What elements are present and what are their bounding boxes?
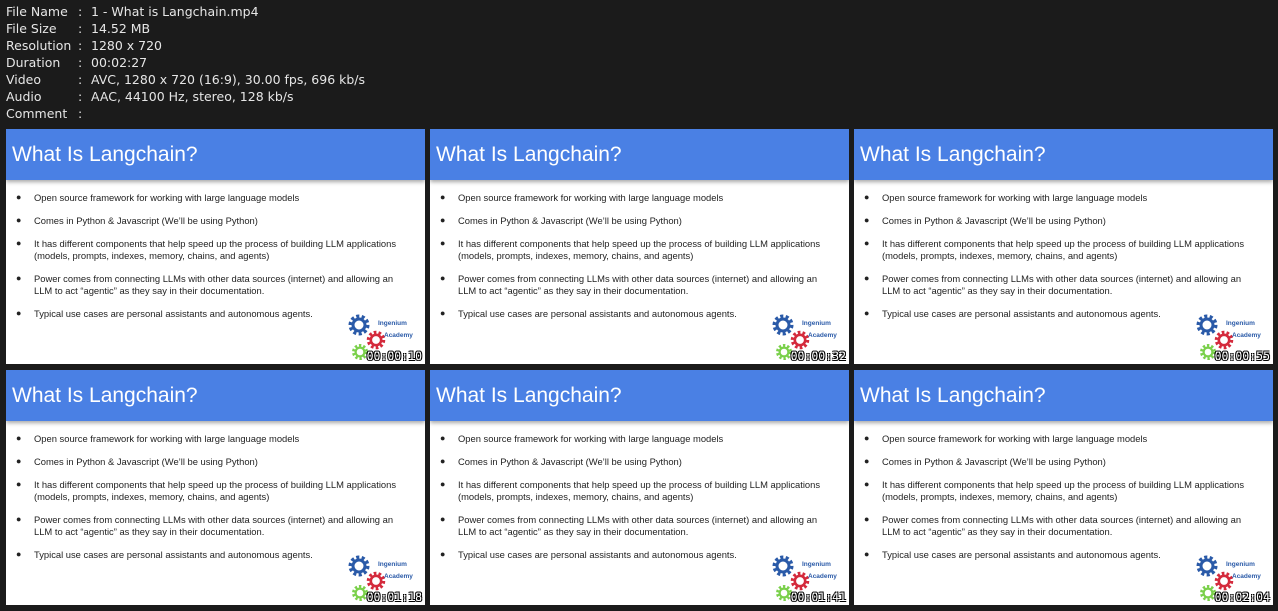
bullet-dot: ● [16, 215, 22, 226]
bullet-text-line2: LLM to act “agentic” as they say in their documentation. [882, 526, 1113, 538]
bullet-text: Typical use cases are personal assistants and autonomous agents. [882, 308, 1161, 320]
info-value: AAC, 44100 Hz, stereo, 128 kb/s [91, 89, 294, 104]
bullet-dot: ● [16, 238, 22, 249]
bullet-dot: ● [16, 308, 22, 319]
slide-bullet [864, 456, 1273, 468]
slide-bullet [440, 479, 849, 502]
slide-bullet [16, 514, 425, 537]
bullet-text-line2: (models, prompts, indexes, memory, chains, and agents) [882, 491, 1118, 503]
slide-bullet [864, 433, 1273, 445]
bullet-dot: ● [864, 308, 870, 319]
bullet-text-line1: Power comes from connecting LLMs with other data sources (internet) and allowing an [34, 273, 394, 285]
bullet-text: Comes in Python & Javascript (We’ll be using Python) [34, 456, 258, 468]
slide-bullet [864, 273, 1273, 296]
slide-bullet [16, 192, 425, 204]
video-thumbnail[interactable] [854, 129, 1273, 364]
bullet-dot: ● [16, 273, 22, 284]
file-info-panel [6, 3, 365, 122]
info-row-video [6, 71, 365, 88]
thumbnail-timestamp: 00:01:41 [790, 590, 846, 604]
slide-header [854, 370, 1273, 421]
slide-bullet [440, 273, 849, 296]
logo-text-academy: Academy [808, 573, 837, 580]
info-value: 00:02:27 [91, 55, 148, 70]
video-thumbnail[interactable] [430, 129, 849, 364]
bullet-dot: ● [16, 456, 22, 467]
slide-bullet [16, 273, 425, 296]
bullet-text: Comes in Python & Javascript (We’ll be using Python) [458, 456, 682, 468]
video-thumbnail[interactable] [6, 370, 425, 605]
slide-bullet [864, 238, 1273, 261]
slide-bullet [864, 192, 1273, 204]
bullet-dot: ● [16, 479, 22, 490]
info-key: File Size [6, 21, 57, 36]
bullet-text-line2: (models, prompts, indexes, memory, chains, and agents) [458, 250, 694, 262]
slide-body [6, 180, 425, 320]
slide-title: What Is Langchain? [860, 142, 1046, 166]
bullet-text-line1: It has different components that help speed up the process of building LLM applications [882, 479, 1245, 491]
info-separator: : [78, 38, 83, 53]
info-key: Comment [6, 106, 68, 121]
bullet-text: Open source framework for working with large language models [458, 192, 724, 203]
logo-text-ingenium: Ingenium [802, 561, 831, 568]
slide-bullet [440, 238, 849, 261]
slide-bullet [440, 456, 849, 468]
bullet-text-line1: It has different components that help speed up the process of building LLM applications [882, 238, 1245, 250]
bullet-text-line2: LLM to act “agentic” as they say in their documentation. [882, 285, 1113, 297]
slide-header [6, 129, 425, 180]
thumbnail-grid [6, 129, 1273, 605]
slide-body [6, 421, 425, 561]
bullet-dot: ● [16, 514, 22, 525]
slide-bullet [864, 479, 1273, 502]
info-value: 1280 x 720 [91, 38, 163, 53]
bullet-dot: ● [864, 456, 870, 467]
video-thumbnail[interactable] [6, 129, 425, 364]
bullet-text-line1: Power comes from connecting LLMs with other data sources (internet) and allowing an [882, 514, 1242, 526]
bullet-text: Typical use cases are personal assistants and autonomous agents. [882, 549, 1161, 561]
bullet-dot: ● [440, 514, 446, 525]
bullet-text-line1: Power comes from connecting LLMs with other data sources (internet) and allowing an [34, 514, 394, 526]
info-key: Video [6, 72, 42, 87]
logo-text-ingenium: Ingenium [802, 320, 831, 327]
bullet-text: Comes in Python & Javascript (We’ll be using Python) [34, 215, 258, 227]
info-key: Audio [6, 89, 42, 104]
bullet-dot: ● [864, 479, 870, 490]
bullet-text-line2: LLM to act “agentic” as they say in their documentation. [34, 285, 265, 297]
slide-header [854, 129, 1273, 180]
info-row-duration [6, 54, 365, 71]
thumbnail-timestamp: 00:02:04 [1214, 590, 1270, 604]
bullet-text-line1: It has different components that help speed up the process of building LLM applications [458, 238, 821, 250]
bullet-text: Typical use cases are personal assistants and autonomous agents. [34, 308, 313, 320]
bullet-text-line2: LLM to act “agentic” as they say in their documentation. [458, 526, 689, 538]
slide-bullet [16, 479, 425, 502]
bullet-dot: ● [440, 456, 446, 467]
slide-header [6, 370, 425, 421]
slide-body [430, 421, 849, 561]
slide-title: What Is Langchain? [860, 383, 1046, 407]
bullet-text-line2: (models, prompts, indexes, memory, chains, and agents) [882, 250, 1118, 262]
bullet-text-line1: Power comes from connecting LLMs with other data sources (internet) and allowing an [458, 514, 818, 526]
logo-text-academy: Academy [384, 332, 413, 339]
bullet-text-line1: Power comes from connecting LLMs with other data sources (internet) and allowing an [458, 273, 818, 285]
bullet-text: Typical use cases are personal assistants and autonomous agents. [458, 308, 737, 320]
bullet-text-line2: (models, prompts, indexes, memory, chains, and agents) [34, 491, 270, 503]
bullet-dot: ● [440, 549, 446, 560]
slide-body [854, 421, 1273, 561]
logo-text-academy: Academy [1232, 332, 1261, 339]
bullet-dot: ● [440, 215, 446, 226]
thumbnail-timestamp: 00:01:18 [366, 590, 422, 604]
bullet-text: Typical use cases are personal assistants and autonomous agents. [458, 549, 737, 561]
slide-bullet [440, 215, 849, 227]
logo-text-ingenium: Ingenium [1226, 320, 1255, 327]
info-separator: : [78, 106, 83, 121]
logo-text-academy: Academy [1232, 573, 1261, 580]
slide-bullet [440, 433, 849, 445]
logo-text-academy: Academy [808, 332, 837, 339]
info-key: File Name [6, 4, 68, 19]
info-key: Duration [6, 55, 61, 70]
bullet-dot: ● [440, 433, 446, 443]
bullet-dot: ● [864, 549, 870, 560]
slide-title: What Is Langchain? [12, 383, 198, 407]
bullet-text-line2: (models, prompts, indexes, memory, chains, and agents) [458, 491, 694, 503]
slide-title: What Is Langchain? [12, 142, 198, 166]
info-row-resolution [6, 37, 365, 54]
info-separator: : [78, 72, 83, 87]
bullet-text: Comes in Python & Javascript (We’ll be using Python) [458, 215, 682, 227]
info-row-file-name [6, 3, 365, 20]
slide-body [854, 180, 1273, 320]
slide-bullet [16, 433, 425, 445]
slide-bullet [16, 456, 425, 468]
bullet-text-line2: LLM to act “agentic” as they say in their documentation. [34, 526, 265, 538]
bullet-dot: ● [440, 238, 446, 249]
slide-body [430, 180, 849, 320]
bullet-text-line1: It has different components that help speed up the process of building LLM applications [458, 479, 821, 491]
bullet-dot: ● [864, 238, 870, 249]
slide-bullet [864, 514, 1273, 537]
info-row-file-size [6, 20, 365, 37]
bullet-text-line2: LLM to act “agentic” as they say in their documentation. [458, 285, 689, 297]
info-value: AVC, 1280 x 720 (16:9), 30.00 fps, 696 kb/s [91, 72, 366, 87]
thumbnail-timestamp: 00:00:32 [790, 349, 846, 363]
thumbnail-timestamp: 00:00:10 [366, 349, 422, 363]
slide-title: What Is Langchain? [436, 383, 622, 407]
bullet-text: Open source framework for working with large language models [34, 192, 300, 203]
logo-text-academy: Academy [384, 573, 413, 580]
bullet-text-line1: It has different components that help speed up the process of building LLM applications [34, 238, 397, 250]
bullet-text: Open source framework for working with large language models [34, 433, 300, 444]
slide-bullet [16, 238, 425, 261]
bullet-text-line1: Power comes from connecting LLMs with other data sources (internet) and allowing an [882, 273, 1242, 285]
slide-bullet [440, 514, 849, 537]
slide-bullet [864, 215, 1273, 227]
logo-text-ingenium: Ingenium [1226, 561, 1255, 568]
slide-header [430, 370, 849, 421]
info-row-audio [6, 88, 365, 105]
video-thumbnail[interactable] [430, 370, 849, 605]
info-separator: : [78, 89, 83, 104]
slide-bullet [440, 192, 849, 204]
info-value: 1 - What is Langchain.mp4 [91, 4, 259, 19]
info-value: 14.52 MB [91, 21, 151, 36]
bullet-text: Typical use cases are personal assistants and autonomous agents. [34, 549, 313, 561]
bullet-dot: ● [16, 549, 22, 560]
info-separator: : [78, 4, 83, 19]
bullet-text: Open source framework for working with large language models [458, 433, 724, 444]
info-key: Resolution [6, 38, 72, 53]
bullet-text: Open source framework for working with large language models [882, 192, 1148, 203]
logo-text-ingenium: Ingenium [378, 561, 407, 568]
bullet-text: Comes in Python & Javascript (We’ll be using Python) [882, 456, 1106, 468]
bullet-text-line2: (models, prompts, indexes, memory, chains, and agents) [34, 250, 270, 262]
bullet-dot: ● [864, 433, 870, 443]
info-row-comment [6, 105, 365, 122]
bullet-dot: ● [864, 514, 870, 525]
bullet-text: Open source framework for working with large language models [882, 433, 1148, 444]
logo-text-ingenium: Ingenium [378, 320, 407, 327]
bullet-dot: ● [864, 215, 870, 226]
slide-header [430, 129, 849, 180]
info-separator: : [78, 55, 83, 70]
bullet-text: Comes in Python & Javascript (We’ll be using Python) [882, 215, 1106, 227]
bullet-dot: ● [16, 192, 22, 202]
bullet-dot: ● [16, 433, 22, 443]
info-separator: : [78, 21, 83, 36]
bullet-dot: ● [440, 308, 446, 319]
slide-bullet [16, 215, 425, 227]
bullet-dot: ● [440, 479, 446, 490]
bullet-dot: ● [864, 192, 870, 202]
bullet-dot: ● [864, 273, 870, 284]
bullet-text-line1: It has different components that help speed up the process of building LLM applications [34, 479, 397, 491]
bullet-dot: ● [440, 192, 446, 202]
thumbnail-timestamp: 00:00:55 [1214, 349, 1270, 363]
bullet-dot: ● [440, 273, 446, 284]
slide-title: What Is Langchain? [436, 142, 622, 166]
video-thumbnail[interactable] [854, 370, 1273, 605]
